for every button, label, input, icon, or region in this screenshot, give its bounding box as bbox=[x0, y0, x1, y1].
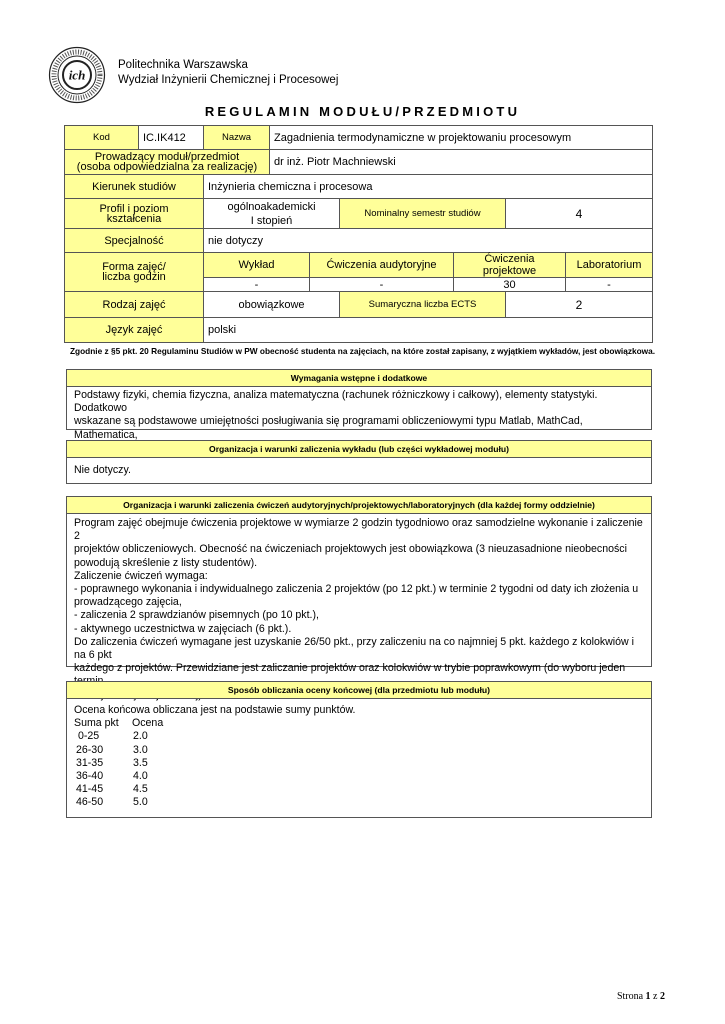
table-row: 46-50 5.0 bbox=[76, 796, 148, 809]
section-title: Organizacja i warunki zaliczenia wykładu (lub części wykładowej modułu) bbox=[67, 441, 651, 458]
column-header: Ocena bbox=[132, 717, 164, 730]
table-header-row bbox=[74, 717, 163, 730]
profile-value: ogólnoakademicki I stopień bbox=[204, 199, 340, 229]
table-row: 0-25 2.0 bbox=[78, 730, 148, 743]
profile-label: Profil i poziom kształcenia bbox=[65, 199, 204, 229]
form-header-lecture: Wykład bbox=[204, 253, 310, 278]
language-label: Język zajęć bbox=[65, 318, 204, 343]
section-title: Wymagania wstępne i dodatkowe bbox=[67, 370, 651, 387]
class-type-value: obowiązkowe bbox=[204, 292, 340, 318]
code-value: IC.IK412 bbox=[139, 126, 204, 150]
semester-value: 4 bbox=[506, 199, 653, 229]
institution-header bbox=[118, 58, 338, 88]
form-value-lecture: - bbox=[204, 278, 310, 292]
name-value: Zagadnienia termodynamiczne w projektowaniu procesowym bbox=[270, 126, 653, 150]
class-type-label: Rodzaj zajęć bbox=[65, 292, 204, 318]
language-value: polski bbox=[204, 318, 653, 343]
semester-label: Nominalny semestr studiów bbox=[340, 199, 506, 229]
form-value-lab: - bbox=[566, 278, 653, 292]
faculty-name: Wydział Inżynierii Chemicznej i Procesowej bbox=[118, 74, 339, 86]
ects-label: Sumaryczna liczba ECTS bbox=[340, 292, 506, 318]
section-body bbox=[67, 699, 651, 810]
name-label: Nazwa bbox=[204, 126, 270, 150]
institution-name: Politechnika Warszawska bbox=[118, 59, 248, 71]
svg-text:ich: ich bbox=[68, 67, 86, 83]
document-title: REGULAMIN MODUŁU/PRZEDMIOTU bbox=[204, 104, 521, 119]
form-header-lab: Laboratorium bbox=[566, 253, 653, 278]
page-number: Strona 1 z 2 bbox=[616, 991, 665, 1002]
table-row: 36-40 4.0 bbox=[76, 770, 148, 783]
form-value-project: 30 bbox=[454, 278, 566, 292]
section-exercises bbox=[66, 496, 652, 675]
section-final-grade bbox=[66, 681, 652, 818]
column-header: Suma pkt bbox=[74, 717, 119, 730]
section-body: Podstawy fizyki, chemia fizyczna, analiza matematyczna (rachunek różniczkowy i całkowy), elementy statystyki. Dodatkowo wskazane są podstawowe umiejętności posługiwania się programami obliczeniowymi typu Matlab, MathCad, Mathematica, bbox=[74, 389, 598, 441]
section-title: Sposób obliczania oceny końcowej (dla przedmiotu lub modułu) bbox=[67, 682, 651, 699]
section-body: Nie dotyczy. bbox=[74, 464, 131, 476]
section-lecture bbox=[66, 440, 652, 484]
ects-value: 2 bbox=[506, 292, 653, 318]
field-of-study-label: Kierunek studiów bbox=[65, 175, 204, 199]
class-form-label: Forma zajęć/ liczba godzin bbox=[65, 253, 204, 292]
section-title: Organizacja i warunki zaliczenia ćwiczeń audytoryjnych/projektowych/laboratoryjnych (dla każdej formy oddzielnie) bbox=[67, 497, 651, 514]
lecturer-value: dr inż. Piotr Machniewski bbox=[270, 150, 653, 175]
form-header-project: Ćwiczenia projektowe bbox=[454, 253, 566, 278]
specialty-label: Specjalność bbox=[65, 229, 204, 253]
form-header-auditory: Ćwiczenia audytoryjne bbox=[310, 253, 454, 278]
section-prerequisites bbox=[66, 369, 652, 441]
faculty-logo bbox=[48, 46, 106, 104]
table-row: 41-45 4.5 bbox=[76, 783, 148, 796]
grade-table bbox=[74, 717, 163, 809]
section-body: Program zajęć obejmuje ćwiczenia projektowe w wymiarze 2 godzin tygodniowo oraz samodzielne wykonanie i zaliczenie 2 projektów obliczeniowych. Obecność na ćwiczeniach projektowych jest obowiązkowa (3 nieuzasadnione nieobecności powodują skreślenie z listy studentów). Zaliczenie ćwiczeń wymaga: - poprawnego wykonania i indywidualnego zaliczenia 2 projektów (po 12 pkt.) w terminie 2 tygodni od daty ich złożenia u prowadzącego zajęcia, - zaliczenia 2 sprawdzianów pisemnych (po 10 pkt.), - aktywnego uczestnictwa w zajęciach (6 pkt.). Do zaliczenia ćwiczeń wymagane jest uzyskanie 26/50 pkt., przy zaliczeniu na co najmniej 5 pkt. każdego z kolokwiów i na 6 pkt każdego z projektów. Przewidziane jest zaliczanie projektów oraz kolokwiów w trybie poprawkowym (do wyboru jeden bbox=[74, 517, 643, 675]
attendance-note: Zgodnie z §5 pkt. 20 Regulaminu Studiów w PW obecność studenta na zajęciach, na które został zapisany, z wyjątkiem wykładów, jest obowiązkowa. bbox=[69, 346, 656, 356]
grade-intro: Ocena końcowa obliczana jest na podstawie sumy punktów. bbox=[74, 704, 356, 716]
code-label: Kod bbox=[65, 126, 139, 150]
module-info-table bbox=[64, 125, 653, 343]
field-of-study-value: Inżynieria chemiczna i procesowa bbox=[204, 175, 653, 199]
form-value-auditory: - bbox=[310, 278, 454, 292]
table-row: 26-30 3.0 bbox=[76, 743, 148, 756]
lecturer-label: Prowadzący moduł/przedmiot (osoba odpowiedzialna za realizację) bbox=[65, 150, 270, 175]
table-row: 31-35 3.5 bbox=[76, 756, 148, 769]
specialty-value: nie dotyczy bbox=[204, 229, 653, 253]
